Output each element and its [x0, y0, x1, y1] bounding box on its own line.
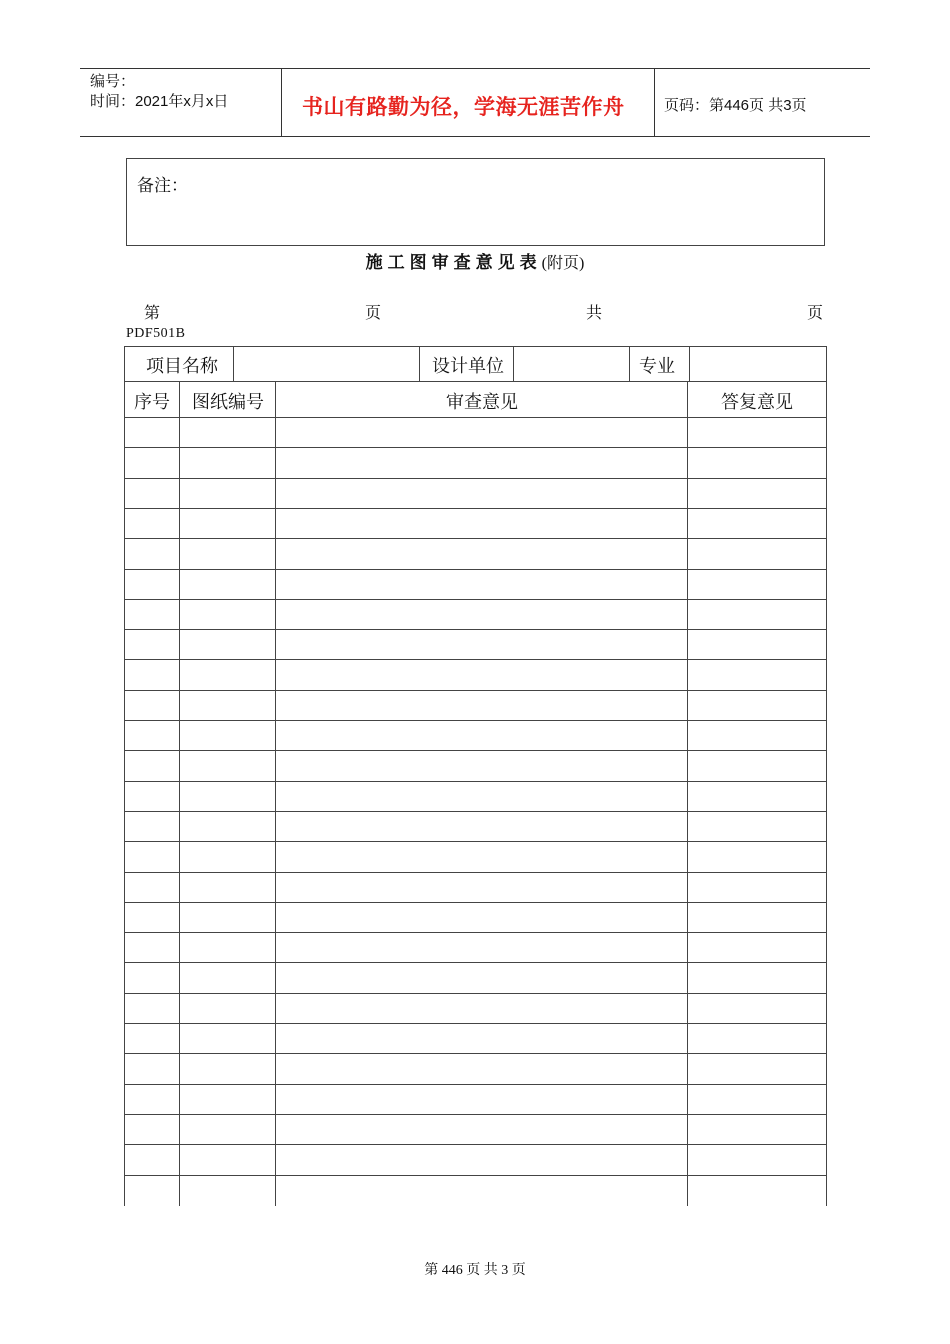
table-row	[124, 720, 826, 721]
number-label: 编号：	[90, 73, 136, 90]
page-word-gong: 共	[586, 305, 603, 322]
header-divider-left	[281, 68, 282, 136]
table-row	[124, 1114, 826, 1115]
table-row	[124, 962, 826, 963]
table-row	[124, 1023, 826, 1024]
row1-divider	[629, 346, 630, 381]
form-code: PDF501B	[126, 326, 186, 341]
table-row1-border	[124, 381, 826, 382]
page-code: 页码：第446页 共3页	[664, 97, 807, 114]
col-divider-opinion	[687, 381, 688, 1206]
table-right-border	[826, 346, 827, 1206]
table-row	[124, 902, 826, 903]
design-unit-field[interactable]	[514, 347, 628, 380]
review-table	[124, 346, 826, 1206]
table-row	[124, 811, 826, 812]
specialty-label: 专业	[639, 356, 675, 376]
page-word-ye2: 页	[807, 305, 824, 322]
col-divider-seq	[179, 381, 180, 1206]
header-opinion: 审查意见	[446, 392, 518, 412]
table-row	[124, 538, 826, 539]
table-row	[124, 750, 826, 751]
header-divider-right	[654, 68, 655, 136]
remarks-label: 备注：	[137, 176, 188, 195]
table-row	[124, 932, 826, 933]
table-row	[124, 508, 826, 509]
table-header-border	[124, 417, 826, 418]
col-divider-drawing	[275, 381, 276, 1206]
header-drawing-no: 图纸编号	[192, 392, 264, 412]
motto: 书山有路勤为径，学海无涯苦作舟	[302, 95, 625, 119]
table-row	[124, 1175, 826, 1176]
table-row	[124, 1053, 826, 1054]
project-name-field[interactable]	[234, 347, 418, 380]
table-row	[124, 629, 826, 630]
table-row	[124, 781, 826, 782]
form-title: 施工图审查意见表	[365, 253, 542, 273]
page-word-ye1: 页	[365, 305, 382, 322]
design-unit-label: 设计单位	[432, 356, 504, 376]
page-word-di: 第	[144, 305, 161, 322]
page-footer: 第 446 页 共 3 页	[424, 1263, 526, 1278]
header-top-rule	[80, 68, 870, 69]
header-bottom-rule	[80, 136, 870, 137]
form-title-block	[0, 248, 950, 273]
table-row	[124, 447, 826, 448]
table-row	[124, 993, 826, 994]
table-left-border	[124, 346, 125, 1206]
header-reply: 答复意见	[721, 392, 793, 412]
table-row	[124, 841, 826, 842]
specialty-field[interactable]	[690, 347, 825, 380]
table-row	[124, 872, 826, 873]
table-row	[124, 569, 826, 570]
form-title-suffix: (附页)	[541, 255, 585, 272]
table-row	[124, 478, 826, 479]
table-row	[124, 1084, 826, 1085]
table-row	[124, 659, 826, 660]
header-seq: 序号	[134, 392, 170, 412]
table-row	[124, 599, 826, 600]
table-row	[124, 1144, 826, 1145]
remarks-box	[126, 158, 825, 246]
table-row	[124, 690, 826, 691]
project-name-label: 项目名称	[146, 356, 218, 376]
time-label: 时间：2021年x月x日	[90, 93, 229, 110]
row1-divider	[419, 346, 420, 381]
